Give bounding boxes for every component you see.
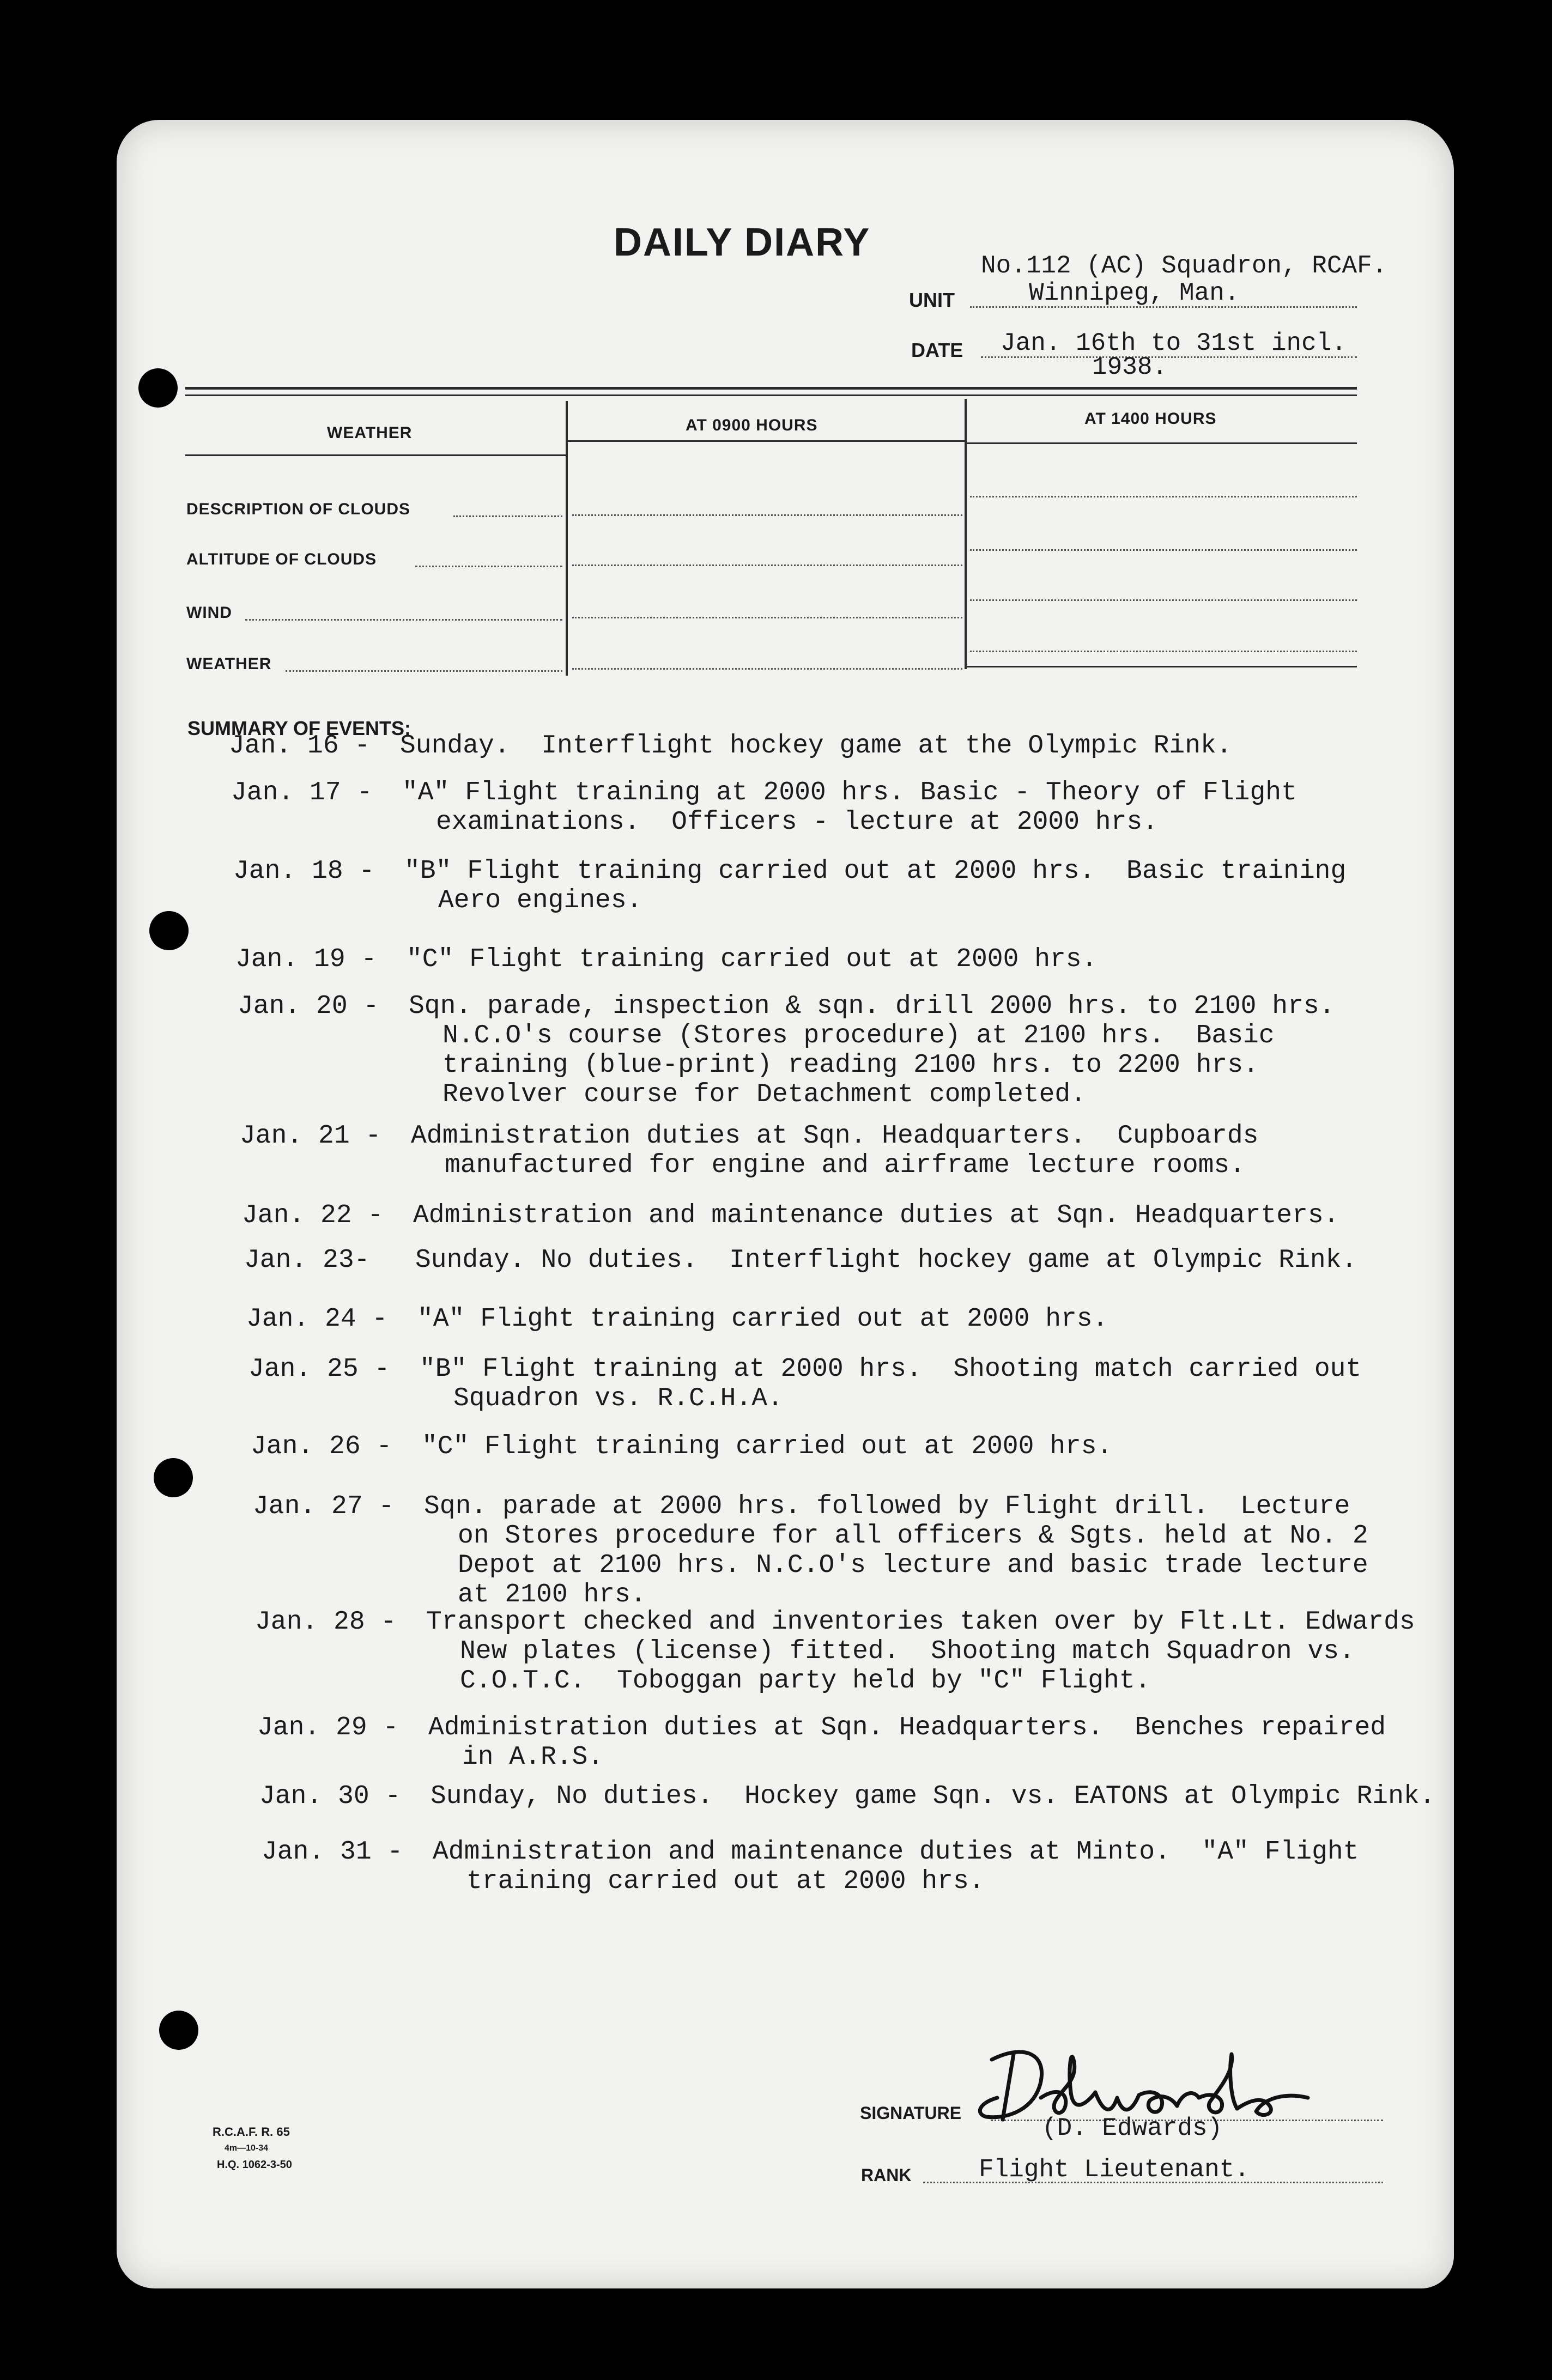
diary-entry xyxy=(235,945,1097,974)
row-dots xyxy=(572,668,962,670)
entry-text-line: Squadron vs. R.C.H.A. xyxy=(453,1384,783,1413)
row-dots xyxy=(572,617,962,618)
entry-text-line: New plates (license) fitted. Shooting match Squadron vs. xyxy=(460,1637,1355,1666)
entry-date: Jan. 22 - xyxy=(242,1201,384,1230)
entry-text-line: Administration duties at Sqn. Headquarters. Benches repaired xyxy=(428,1713,1386,1742)
diary-entry xyxy=(248,1355,1361,1413)
col-weather: WEATHER xyxy=(327,424,413,442)
entry-date: Jan. 31 - xyxy=(262,1837,403,1867)
table-bottom-rule xyxy=(965,666,1357,667)
entry-date: Jan. 21 - xyxy=(240,1121,381,1151)
row-dots xyxy=(572,514,962,516)
punch-hole xyxy=(159,2011,198,2050)
diary-entry xyxy=(251,1432,1112,1461)
entry-text-line: Revolver course for Detachment completed. xyxy=(442,1080,1086,1109)
entry-date: Jan. 25 - xyxy=(248,1355,390,1384)
diary-entry xyxy=(233,857,1346,915)
entry-text-line: "C" Flight training carried out at 2000 hrs. xyxy=(422,1432,1113,1461)
table-top-rule xyxy=(185,387,1357,390)
entry-date: Jan. 30 - xyxy=(259,1782,401,1811)
diary-entry xyxy=(229,731,1232,761)
form-code-1: R.C.A.F. R. 65 xyxy=(213,2125,290,2139)
diary-entry xyxy=(242,1201,1339,1230)
row-dots xyxy=(453,515,562,517)
entry-text-line: Administration duties at Sqn. Headquarters. Cupboards xyxy=(411,1121,1259,1151)
entry-text-line: Sunday. No duties. Interflight hockey game at Olympic Rink. xyxy=(415,1246,1357,1275)
entry-text-line: Administration and maintenance duties at Minto. "A" Flight xyxy=(433,1837,1359,1867)
signature-label: SIGNATURE xyxy=(860,2103,962,2123)
form-code-3: H.Q. 1062-3-50 xyxy=(217,2159,292,2171)
entry-date: Jan. 27 - xyxy=(253,1492,395,1521)
entry-text-line: examinations. Officers - lecture at 2000 hrs. xyxy=(436,807,1159,837)
unit-line-2: Winnipeg, Man. xyxy=(1029,279,1240,307)
row-altitude-of-clouds: ALTITUDE OF CLOUDS xyxy=(186,550,377,568)
entry-text-line: "B" Flight training carried out at 2000 hrs. Basic training xyxy=(404,857,1347,886)
entry-text-line: "A" Flight training at 2000 hrs. Basic - Theory of Flight xyxy=(402,778,1297,807)
entry-text-line: at 2100 hrs. xyxy=(458,1580,646,1610)
entry-date: Jan. 16 - xyxy=(229,731,371,761)
diary-entry xyxy=(238,992,1335,1109)
diary-entry xyxy=(253,1492,1368,1610)
entry-text-line: in A.R.S. xyxy=(462,1742,604,1772)
entry-text-line: C.O.T.C. Toboggan party held by "C" Flight. xyxy=(460,1666,1151,1696)
diary-entry xyxy=(246,1304,1108,1334)
punch-hole xyxy=(149,911,189,950)
entry-text-line: "A" Flight training carried out at 2000 hrs. xyxy=(417,1304,1108,1334)
table-col-divider xyxy=(566,401,568,676)
rank-value: Flight Lieutenant. xyxy=(979,2156,1250,2184)
table-header-rule xyxy=(967,442,1357,444)
row-dots xyxy=(970,549,1357,551)
entry-text-line: Sqn. parade at 2000 hrs. followed by Flight drill. Lecture xyxy=(424,1492,1350,1521)
entry-date: Jan. 20 - xyxy=(238,992,379,1021)
entry-date: Jan. 24 - xyxy=(246,1304,388,1334)
entry-text-line: Sunday, No duties. Hockey game Sqn. vs. EATONS at Olympic Rink. xyxy=(431,1782,1435,1811)
diary-entry xyxy=(259,1782,1435,1811)
col-0900: AT 0900 HOURS xyxy=(686,416,818,434)
entry-text-line: training (blue-print) reading 2100 hrs. to 2200 hrs. xyxy=(442,1051,1259,1080)
punch-hole xyxy=(138,368,178,408)
summary-heading: SUMMARY OF EVENTS: xyxy=(187,717,411,739)
table-header-rule xyxy=(185,454,567,456)
row-dots xyxy=(415,566,562,567)
row-dots xyxy=(970,651,1357,652)
diary-entry xyxy=(244,1246,1357,1275)
table-top-rule-2 xyxy=(185,394,1357,396)
entry-text-line: N.C.O's course (Stores procedure) at 2100 hrs. Basic xyxy=(442,1021,1275,1051)
entry-date: Jan. 23- xyxy=(244,1246,370,1275)
punch-hole xyxy=(154,1458,193,1497)
rank-label: RANK xyxy=(861,2165,912,2185)
entry-text-line: Depot at 2100 hrs. N.C.O's lecture and basic trade lecture xyxy=(458,1551,1368,1580)
row-description-of-clouds: DESCRIPTION OF CLOUDS xyxy=(186,500,411,518)
row-dots xyxy=(970,599,1357,601)
entry-date: Jan. 19 - xyxy=(235,945,377,974)
entry-date: Jan. 29 - xyxy=(257,1713,399,1742)
diary-entry xyxy=(231,778,1297,837)
table-col-divider xyxy=(965,399,967,669)
entry-text-line: Aero engines. xyxy=(438,886,642,915)
row-wind: WIND xyxy=(186,604,232,622)
entry-date: Jan. 17 - xyxy=(231,778,373,807)
entry-text-line: Transport checked and inventories taken over by Flt.Lt. Edwards xyxy=(426,1607,1415,1637)
entry-text-line: "C" Flight training carried out at 2000 hrs. xyxy=(407,945,1098,974)
form-title: DAILY DIARY xyxy=(614,221,871,264)
entry-text-line: Sunday. Interflight hockey game at the Olympic Rink. xyxy=(400,731,1232,761)
diary-entry xyxy=(262,1837,1359,1896)
form-code-2: 4m—10-34 xyxy=(225,2144,269,2153)
entry-text-line: on Stores procedure for all officers & Sgts. held at No. 2 xyxy=(458,1521,1368,1551)
signed-name: (D. Edwards) xyxy=(1042,2114,1223,2142)
entry-text-line: manufactured for engine and airframe lecture rooms. xyxy=(445,1151,1246,1180)
unit-label: UNIT xyxy=(909,289,955,311)
unit-line-1: No.112 (AC) Squadron, RCAF. xyxy=(981,252,1387,280)
entry-text-line: Sqn. parade, inspection & sqn. drill 2000 hrs. to 2100 hrs. xyxy=(409,992,1335,1021)
entry-text-line: training carried out at 2000 hrs. xyxy=(466,1867,985,1896)
date-label: DATE xyxy=(911,339,963,361)
row-weather: WEATHER xyxy=(186,655,272,673)
entry-date: Jan. 28 - xyxy=(255,1607,397,1637)
entry-text-line: Administration and maintenance duties at Sqn. Headquarters. xyxy=(413,1201,1339,1230)
diary-entry xyxy=(240,1121,1258,1180)
entry-date: Jan. 26 - xyxy=(251,1432,392,1461)
date-line-1: Jan. 16th to 31st incl. xyxy=(1001,329,1347,357)
diary-entry xyxy=(257,1713,1386,1772)
row-dots xyxy=(970,496,1357,497)
table-header-rule xyxy=(567,440,967,442)
row-dots xyxy=(245,619,562,621)
entry-text-line: "B" Flight training at 2000 hrs. Shooting match carried out xyxy=(420,1355,1362,1384)
date-line-2: 1938. xyxy=(1092,353,1168,381)
entry-date: Jan. 18 - xyxy=(233,857,375,886)
col-1400: AT 1400 HOURS xyxy=(1084,410,1217,428)
row-dots xyxy=(572,564,962,566)
diary-entry xyxy=(255,1607,1415,1696)
row-dots xyxy=(286,670,562,672)
